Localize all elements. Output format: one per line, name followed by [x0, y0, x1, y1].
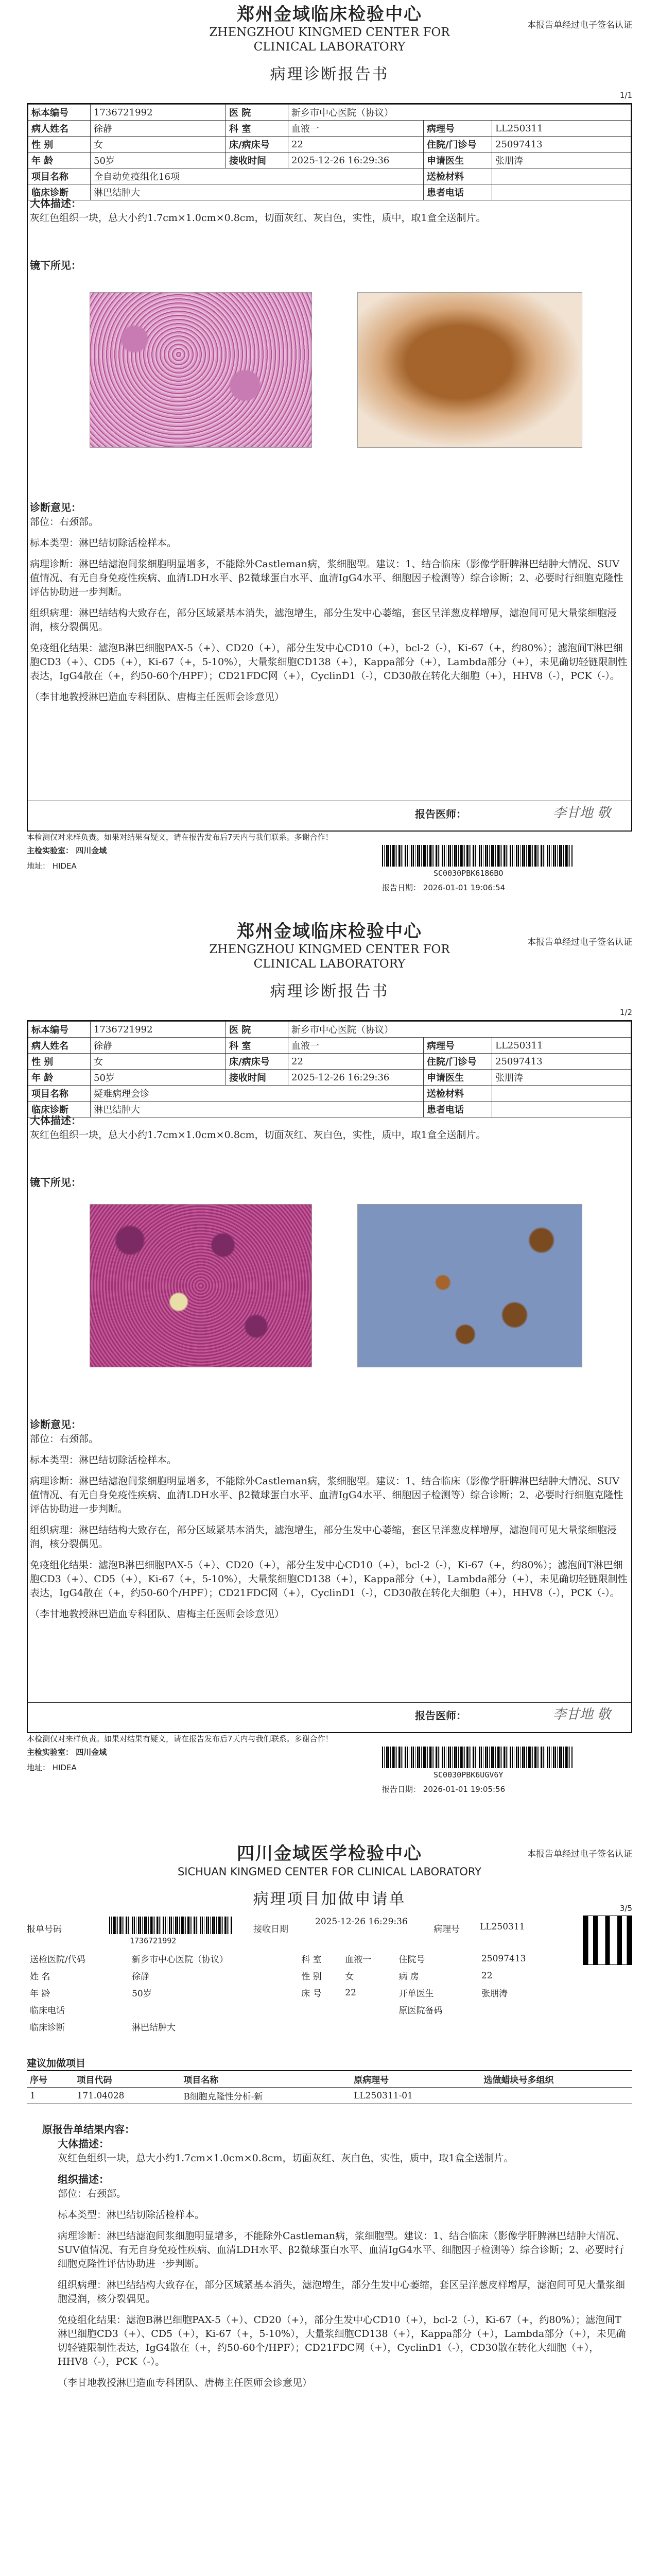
label-name: 姓 名	[30, 1972, 50, 1982]
bed: 22	[345, 1987, 356, 1998]
label-bed: 床 号	[301, 1989, 322, 1999]
items-table	[27, 2070, 632, 2104]
request-header	[27, 1839, 632, 1909]
he-stain-image	[90, 1204, 312, 1367]
order-barcode	[109, 1917, 233, 1934]
label-dept: 科 室	[226, 1038, 288, 1054]
received-date: 2025-12-26 16:29:36	[315, 1917, 408, 1927]
address-value: HIDEA	[52, 861, 77, 871]
lab-label: 主检实验室：	[27, 846, 74, 855]
gross-heading: 大体描述：	[30, 1114, 81, 1127]
report-body	[27, 103, 632, 832]
specimen-no: 1736721992	[91, 1022, 226, 1038]
label-dept: 科 室	[226, 121, 288, 137]
label-clinical-dx: 临床诊断	[28, 1101, 91, 1117]
diagnosis-heading: 诊断意见：	[30, 501, 81, 514]
page-number: 1/1	[619, 91, 632, 100]
label-doctor: 申请医生	[424, 1070, 492, 1086]
esign-notice: 本报告单经过电子签名认证	[527, 937, 632, 947]
received-time: 2025-12-26 16:29:36	[288, 1070, 424, 1086]
label-bed: 床/病床号	[226, 137, 288, 152]
items-title: 建议加做项目	[27, 2058, 86, 2069]
report-date-label: 报告日期：	[382, 883, 421, 892]
summary-specimen: 标本类型：淋巴结切除活检样本。	[58, 2209, 205, 2221]
bed: 22	[288, 137, 424, 152]
label-specimen-no: 标本编号	[28, 1022, 91, 1038]
ihc-stain-image	[357, 1204, 582, 1367]
label-dx: 临床诊断	[30, 2023, 65, 2033]
label-doctor: 开单医生	[398, 1989, 434, 1999]
dept: 血液一	[288, 121, 424, 137]
label-dept: 科 室	[301, 1955, 322, 1965]
he-stain-image	[90, 292, 312, 448]
doctor: 张朋涛	[492, 152, 631, 168]
material	[492, 168, 631, 184]
label-bed: 床/病床号	[226, 1054, 288, 1070]
report-page-2	[27, 917, 632, 1803]
label-hosp-material: 原医院备码	[398, 2006, 443, 2016]
request-center-cn: 四川金域医学检验中心	[237, 1843, 422, 1864]
gross-text: 灰红色组织一块，总大小约1.7cm×1.0cm×0.8cm，切面灰红、灰白色，实性，质中，取1盒全送制片。	[30, 212, 486, 224]
label-clinical-dx: 临床诊断	[28, 184, 91, 200]
patient-name: 徐静	[91, 121, 226, 137]
center-name-en-2: CLINICAL LABORATORY	[253, 40, 406, 54]
disclaimer: 本检测仅对来样负责。如果对结果有疑义，请在报告发布后7天内与我们联系。多谢合作！	[27, 833, 333, 842]
label-hosp-no: 住院号	[398, 1955, 425, 1965]
label-received: 接收时间	[226, 1070, 288, 1086]
dx-paragraph-2: 组织病理：淋巴结结构大致存在，部分区域紧基本消失，滤泡增生，部分生发中心萎缩，套区呈洋葱皮样增厚，滤泡间可见大量浆细胞浸润，核分裂偶见。	[30, 607, 617, 633]
request-esign: 本报告单经过电子签名认证	[527, 1849, 632, 1859]
dx: 淋巴结肿大	[132, 2023, 176, 2033]
col-orig: 原病理号	[351, 2071, 480, 2088]
report-header	[27, 917, 632, 1001]
lab-value: 四川金域	[76, 846, 107, 855]
material	[492, 1086, 631, 1101]
esign-notice: 本报告单经过电子签名认证	[527, 20, 632, 30]
doctor: 张朋涛	[492, 1070, 631, 1086]
label-age: 年 龄	[30, 1989, 50, 1999]
order-no: 1736721992	[130, 1936, 177, 1945]
summary-dx-3: 免疫组化结果：滤泡B淋巴细胞PAX-5（+）、CD20（+），部分生发中心CD10（+），bcl-2（-），Ki-67（+，约80%）；滤泡间T淋巴细胞CD3（+）、CD5（+），Ki-67（+，5-10%），大量浆细胞CD138（+），Kappa部分（+），Lambda部分（+），未见确切轻链限制性表达，IgG4散在（+，约50-60个/HPF）；CD21FDC网（+），CyclinD1（-），CD30散在转化大细胞（+），HHV8（-），PCK（-）。	[58, 2314, 626, 2367]
dx-paragraph-1: 病理诊断：淋巴结滤泡间浆细胞明显增多，不能除外Castleman病，浆细胞型。建议：1、结合临床（影像学肝脾淋巴结肿大情况、SUV值情况、有无自身免疫性疾病、血清LDH水平、β2微球蛋白水平、血清IgG4水平、细胞因子检测等）综合诊断；2、必要时行细胞克隆性评估协助进一步判断。	[30, 558, 623, 598]
phone	[129, 2001, 395, 2018]
order-no-label: 报单号码	[27, 1924, 62, 1935]
request-info-table	[27, 1950, 562, 2035]
report-page-1	[27, 0, 632, 902]
specimen-type: 标本类型：淋巴结切除活检样本。	[30, 537, 177, 549]
qr-code	[583, 1916, 632, 1965]
dept: 血液一	[288, 1038, 424, 1054]
micro-heading: 镜下所见：	[30, 1176, 81, 1189]
clinical-dx: 淋巴结肿大	[91, 184, 424, 200]
item-name: 全自动免疫组化16项	[91, 168, 424, 184]
site: 部位：右颈部。	[30, 516, 99, 528]
gross-heading: 大体描述：	[30, 197, 81, 210]
hospital: 新乡市中心医院（协议）	[288, 1022, 631, 1038]
gross-text: 灰红色组织一块，总大小约1.7cm×1.0cm×0.8cm，切面灰红、灰白色，实性，质中，取1盒全送制片。	[30, 1129, 486, 1141]
col-name: 项目名称	[180, 2071, 351, 2088]
summary-site-heading: 组织描述：	[58, 2173, 109, 2185]
center-name-en-1: ZHENGZHOU KINGMED CENTER FOR	[209, 943, 450, 956]
diagnosis-heading: 诊断意见：	[30, 1418, 81, 1431]
sex: 女	[91, 1054, 226, 1070]
doctor: 张朋涛	[481, 1989, 508, 1999]
item-no: 1	[27, 2088, 74, 2104]
received-time: 2025-12-26 16:29:36	[288, 152, 424, 168]
label-patient: 病人姓名	[28, 121, 91, 137]
barcode-number: SC0030PBK6186BO	[433, 869, 504, 878]
age: 50岁	[91, 1070, 226, 1086]
report-title: 病理诊断报告书	[270, 982, 389, 1001]
gross-section	[30, 1114, 628, 1149]
label-patient-info: 患者电话	[424, 1101, 492, 1117]
barcode	[382, 1747, 573, 1768]
ward: 22	[481, 1970, 493, 1981]
report-doctor-label: 报告医师：	[415, 808, 466, 820]
hosp-no: 25097413	[492, 1054, 631, 1070]
label-received: 接收时间	[226, 152, 288, 168]
label-phone: 临床电话	[30, 2006, 65, 2016]
label-age: 年 龄	[28, 1070, 91, 1086]
summary-section	[42, 2123, 629, 2397]
gross-section	[30, 197, 628, 232]
patient-name: 徐静	[91, 1038, 226, 1054]
summary-gross-text: 灰红色组织一块，总大小约1.7cm×1.0cm×0.8cm，切面灰红、灰白色，实性，质中，取1盒全送制片。	[58, 2153, 514, 2164]
age: 50岁	[91, 152, 226, 168]
sex: 女	[345, 1972, 354, 1982]
request-center-en: SICHUAN KINGMED CENTER FOR CLINICAL LABORATORY	[177, 1866, 482, 1878]
label-hospital: 医 院	[226, 105, 288, 121]
doctor-signature-image: 李甘地 敬	[552, 1707, 611, 1722]
dx-note: （李甘地教授淋巴造血专科团队、唐梅主任医师会诊意见）	[30, 691, 285, 703]
label-sex: 性 别	[28, 1054, 91, 1070]
report-header	[27, 0, 632, 84]
age: 50岁	[132, 1989, 152, 1999]
summary-note: （李甘地教授淋巴造血专科团队、唐梅主任医师会诊意见）	[58, 2377, 313, 2388]
label-pathology-no: 病理号	[424, 121, 492, 137]
dx-paragraph-2: 组织病理：淋巴结结构大致存在，部分区域紧基本消失，滤泡增生，部分生发中心萎缩，套区呈洋葱皮样增厚，滤泡间可见大量浆细胞浸润，核分裂偶见。	[30, 1524, 617, 1550]
label-pathology-no: 病理号	[424, 1038, 492, 1054]
center-name-en-2: CLINICAL LABORATORY	[253, 957, 406, 971]
item-orig: LL250311-01	[351, 2088, 480, 2104]
pathology-no: LL250311	[492, 1038, 631, 1054]
site: 部位：右颈部。	[30, 1433, 99, 1445]
hospital: 新乡市中心医院（协议）	[132, 1955, 229, 1965]
label-age: 年 龄	[28, 152, 91, 168]
ihc-stain-image	[357, 292, 582, 448]
report-title: 病理诊断报告书	[270, 65, 389, 83]
report-date: 2026-01-01 19:05:56	[423, 1785, 506, 1794]
label-hosp-no: 住院/门诊号	[424, 137, 492, 152]
center-name-en-1: ZHENGZHOU KINGMED CENTER FOR	[209, 26, 450, 39]
barcode-number: SC0030PBK6UGV6Y	[433, 1770, 504, 1780]
center-name-cn: 郑州金域临床检验中心	[237, 921, 422, 942]
label-sex: 性 别	[301, 1972, 322, 1982]
clinical-dx: 淋巴结肿大	[91, 1101, 424, 1117]
specimen-no: 1736721992	[91, 105, 226, 121]
request-page-number: 3/5	[619, 1904, 632, 1913]
label-ward: 病 房	[398, 1972, 419, 1982]
address-value: HIDEA	[52, 1763, 77, 1772]
label-sex: 性 别	[28, 137, 91, 152]
micro-heading: 镜下所见：	[30, 259, 81, 272]
label-patient-info: 患者电话	[424, 184, 492, 200]
item-name: 疑难病理会诊	[91, 1086, 424, 1101]
label-item: 项目名称	[28, 1086, 91, 1101]
label-patient: 病人姓名	[28, 1038, 91, 1054]
item-block	[481, 2088, 633, 2104]
specimen-type: 标本类型：淋巴结切除活检样本。	[30, 1454, 177, 1466]
patient-info-table	[28, 104, 631, 200]
request-title: 病理项目加做申请单	[253, 1890, 406, 1908]
label-specimen-no: 标本编号	[28, 105, 91, 121]
lab-value: 四川金域	[76, 1748, 107, 1757]
address-label: 地址：	[27, 1763, 50, 1772]
diagnosis-section	[30, 501, 628, 711]
summary-heading: 原报告单结果内容：	[42, 2123, 135, 2136]
sex: 女	[91, 137, 226, 152]
dx-paragraph-3: 免疫组化结果：滤泡B淋巴细胞PAX-5（+）、CD20（+），部分生发中心CD10（+），bcl-2（-），Ki-67（+，约80%）；滤泡间T淋巴细胞CD3（+）、CD5（+），Ki-67（+，5-10%），大量浆细胞CD138（+），Kappa部分（+），Lambda部分（+），未见确切轻链限制性表达，IgG4散在（+，约50-60个/HPF）；CD21FDC网（+），CyclinD1（-），CD30散在转化大细胞（+），HHV8（-），PCK（-）。	[30, 642, 628, 682]
received-label: 接收日期	[253, 1924, 288, 1935]
bed: 22	[288, 1054, 424, 1070]
table-row	[27, 2088, 632, 2104]
dx-note: （李甘地教授淋巴造血专科团队、唐梅主任医师会诊意见）	[30, 1608, 285, 1620]
report-doctor-label: 报告医师：	[415, 1709, 466, 1722]
summary-dx-1: 病理诊断：淋巴结滤泡间浆细胞明显增多，不能除外Castleman病，浆细胞型。建议：1、结合临床（影像学肝脾淋巴结肿大情况、SUV值情况、有无自身免疫性疾病、血清LDH水平、β2微球蛋白水平、血清IgG4水平、细胞因子检测等）综合诊断；2、必要时行细胞克隆性评估协助进一步判断。	[58, 2230, 626, 2269]
label-material: 送检材料	[424, 1086, 492, 1101]
item-name: B细胞克隆性分析-新	[180, 2088, 351, 2104]
col-no: 序号	[27, 2071, 74, 2088]
col-block: 选做蜡块号多组织	[481, 2071, 633, 2088]
hospital: 新乡市中心医院（协议）	[288, 105, 631, 121]
label-material: 送检材料	[424, 168, 492, 184]
report-body	[27, 1020, 632, 1733]
name: 徐静	[132, 1972, 150, 1982]
label-hosp-no: 住院/门诊号	[424, 1054, 492, 1070]
address-label: 地址：	[27, 861, 50, 871]
summary-gross-heading: 大体描述：	[58, 2138, 109, 2150]
hosp-no: 25097413	[492, 137, 631, 152]
label-hospital: 送检医院/代码	[30, 1955, 85, 1965]
center-name-cn: 郑州金域临床检验中心	[237, 4, 422, 25]
report-date: 2026-01-01 19:06:54	[423, 883, 506, 892]
request-page	[27, 1839, 632, 2576]
report-date-label: 报告日期：	[382, 1785, 421, 1794]
barcode	[382, 845, 573, 867]
disclaimer: 本检测仅对来样负责。如果对结果有疑义，请在报告发布后7天内与我们联系。多谢合作！	[27, 1734, 333, 1743]
col-code: 项目代码	[74, 2071, 181, 2088]
pathology-no-label: 病理号	[433, 1924, 460, 1935]
hosp-no: 25097413	[481, 1953, 526, 1964]
dx-paragraph-1: 病理诊断：淋巴结滤泡间浆细胞明显增多，不能除外Castleman病，浆细胞型。建议：1、结合临床（影像学肝脾淋巴结肿大情况、SUV值情况、有无自身免疫性疾病、血清LDH水平、β2微球蛋白水平、血清IgG4水平、细胞因子检测等）综合诊断；2、必要时行细胞克隆性评估协助进一步判断。	[30, 1476, 623, 1515]
summary-site: 部位：右颈部。	[58, 2188, 127, 2199]
page-number: 1/2	[619, 1008, 632, 1017]
patient-info-table	[28, 1021, 631, 1117]
item-code: 171.04028	[74, 2088, 181, 2104]
summary-dx-2: 组织病理：淋巴结结构大致存在，部分区域紧基本消失，滤泡增生，部分生发中心萎缩，套区呈洋葱皮样增厚，滤泡间可见大量浆细胞浸润，核分裂偶见。	[58, 2279, 626, 2304]
lab-label: 主检实验室：	[27, 1748, 74, 1757]
pathology-no: LL250311	[492, 121, 631, 137]
label-item: 项目名称	[28, 168, 91, 184]
pathology-no: LL250311	[480, 1922, 525, 1932]
label-doctor: 申请医生	[424, 152, 492, 168]
dx-paragraph-3: 免疫组化结果：滤泡B淋巴细胞PAX-5（+）、CD20（+），部分生发中心CD10（+），bcl-2（-），Ki-67（+，约80%）；滤泡间T淋巴细胞CD3（+）、CD5（+），Ki-67（+，5-10%），大量浆细胞CD138（+），Kappa部分（+），Lambda部分（+），未见确切轻链限制性表达，IgG4散在（+，约50-60个/HPF）；CD21FDC网（+），CyclinD1（-），CD30散在转化大细胞（+），HHV8（-），PCK（-）。	[30, 1560, 628, 1599]
dept: 血液一	[345, 1955, 372, 1965]
doctor-signature-image: 李甘地 敬	[552, 805, 611, 821]
diagnosis-section	[30, 1418, 628, 1629]
label-hospital: 医 院	[226, 1022, 288, 1038]
